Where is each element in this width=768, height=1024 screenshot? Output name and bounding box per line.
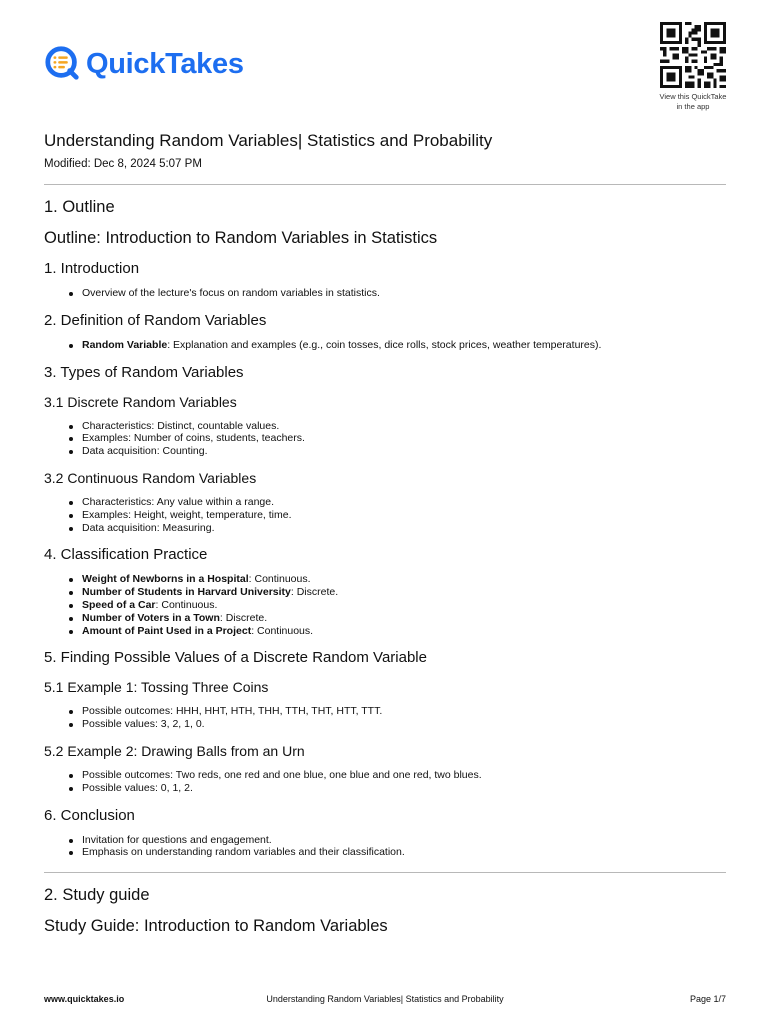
footer-website-link[interactable]: www.quicktakes.io [44,994,125,1004]
list-item-term: Weight of Newborns in a Hospital [82,573,249,586]
list-item: Possible outcomes: Two reds, one red and one blue, one blue and one red, two blues. [82,769,726,782]
list-item [82,586,726,599]
list-item: Possible outcomes: HHH, HHT, HTH, THH, TTH, THT, HTT, TTT. [82,705,726,718]
list-item-term: Random Variable [82,338,168,351]
footer-document-title: Understanding Random Variables| Statistics and Probability [266,994,504,1004]
list-item-text: : Continuous. [155,598,218,611]
list-item-text: : Explanation and examples (e.g., coin tosses, dice rolls, stock prices, weather temperatures). [167,338,602,351]
list-item-term: Number of Voters in a Town [82,611,220,624]
list-item [82,625,726,638]
list-item-text: : Discrete. [219,611,268,624]
list-item: Characteristics: Any value within a range. [82,496,726,509]
example2-heading: 5.2 Example 2: Drawing Balls from an Urn [44,742,305,759]
definition-list [44,339,726,352]
list-item: Overview of the lecture's focus on random variables in statistics. [82,287,726,300]
outline-title: Outline: Introduction to Random Variables in Statistics [44,229,438,247]
introduction-heading: 1. Introduction [44,260,140,277]
list-item: Data acquisition: Counting. [82,445,726,458]
document-title: Understanding Random Variables| Statistics and Probability [44,131,493,150]
list-item: Characteristics: Distinct, countable values. [82,420,726,433]
list-item: Examples: Height, weight, temperature, time. [82,509,726,522]
classification-heading: 4. Classification Practice [44,546,208,564]
list-item [82,339,726,352]
list-item: Data acquisition: Measuring. [82,522,726,535]
footer-page-number: Page 1/7 [689,994,726,1004]
list-item: Invitation for questions and engagement. [82,834,726,847]
document-content [44,130,726,936]
discrete-heading: 3.1 Discrete Random Variables [44,393,237,410]
qr-caption-line2: in the app [676,102,710,111]
study-guide-title: Study Guide: Introduction to Random Variables [44,917,388,936]
brand-name: QuickTakes [86,47,244,80]
quicktakes-logo-icon [44,45,82,83]
list-item-text: : Discrete. [290,586,339,599]
list-item-term: Speed of a Car [82,598,156,611]
list-item-text: : Continuous. [251,624,314,637]
list-item: Emphasis on understanding random variables and their classification. [82,846,726,859]
continuous-heading: 3.2 Continuous Random Variables [44,469,257,486]
list-item-term: Amount of Paint Used in a Project [82,624,252,637]
example2-list [44,769,726,795]
list-item [82,612,726,625]
qr-code-block [652,22,734,112]
list-item: Examples: Number of coins, students, teachers. [82,432,726,445]
page-footer [44,994,726,1008]
qr-caption [652,92,734,112]
divider [44,184,726,185]
list-item-term: Number of Students in Harvard University [82,586,291,599]
list-item [82,573,726,586]
modified-date: Modified: Dec 8, 2024 5:07 PM [44,158,202,170]
definition-heading: 2. Definition of Random Variables [44,311,267,329]
divider [44,872,726,873]
introduction-list [44,287,726,300]
finding-values-heading: 5. Finding Possible Values of a Discrete Random Variable [44,649,427,667]
list-item-text: : Continuous. [248,573,311,586]
outline-heading: 1. Outline [44,198,115,216]
classification-list [44,573,726,637]
continuous-list [44,496,726,534]
conclusion-list [44,834,726,860]
example1-list [44,705,726,731]
qr-caption-line1: View this QuickTake [659,92,727,101]
study-guide-heading: 2. Study guide [44,886,150,905]
types-heading: 3. Types of Random Variables [44,363,244,381]
qr-code-icon[interactable] [660,22,726,88]
list-item: Possible values: 0, 1, 2. [82,782,726,795]
conclusion-heading: 6. Conclusion [44,806,135,824]
list-item: Possible values: 3, 2, 1, 0. [82,718,726,731]
quicktakes-logo [44,44,244,84]
example1-heading: 5.1 Example 1: Tossing Three Coins [44,679,269,696]
list-item [82,599,726,612]
discrete-list [44,420,726,458]
